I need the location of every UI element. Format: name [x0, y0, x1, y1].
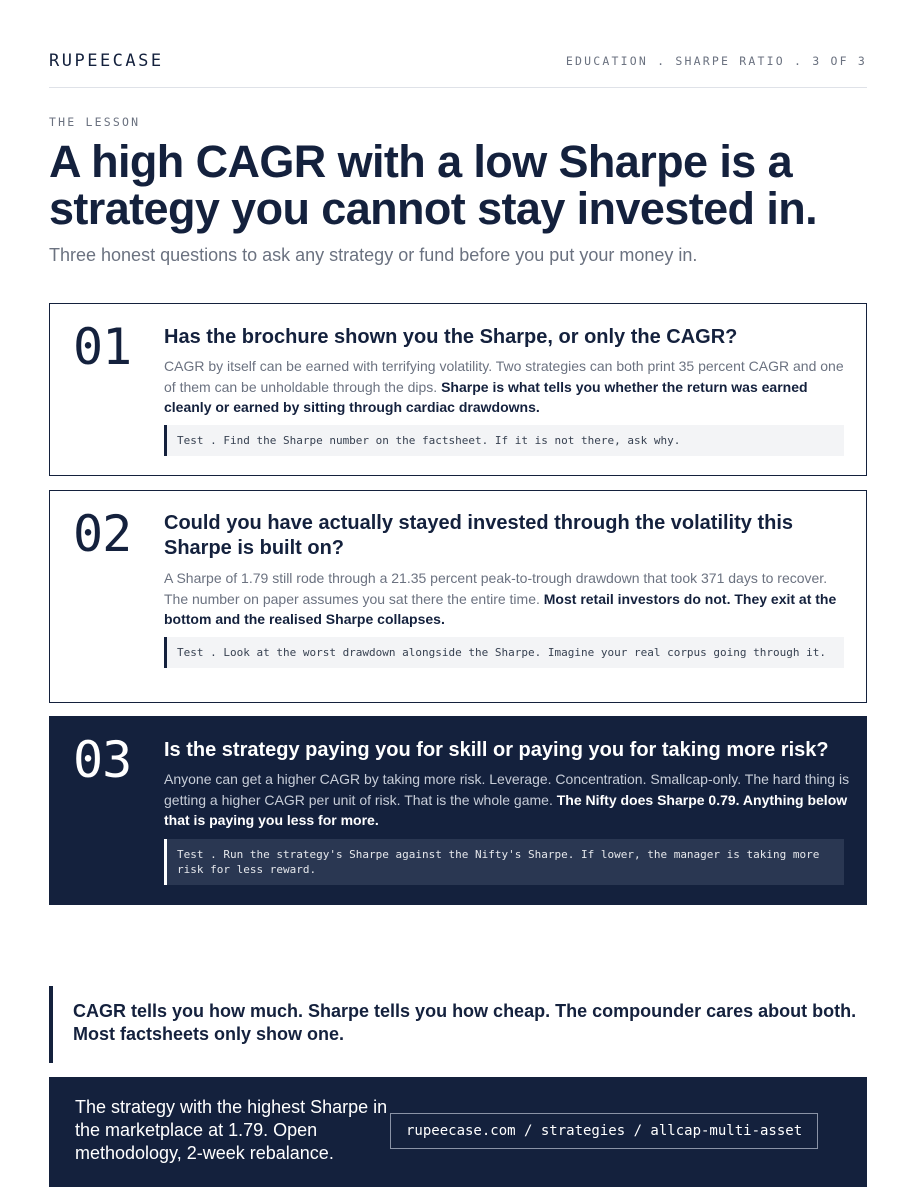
question-body-text: Anyone can get a higher CAGR by taking more risk. Leverage. Concentration. Smallcap-only. The hard thing is getting a higher CAGR per unit of risk. That is the whole game.: [164, 771, 850, 808]
question-body-emphasis: The Nifty does Sharpe 0.79. Anything below that is paying you less for more.: [164, 791, 848, 828]
question-test: Test . Find the Sharpe number on the factsheet. If it is not there, ask why.: [164, 425, 844, 456]
question-body-text: CAGR by itself can be earned with terrifying volatility. Two strategies can both print 35 percent CAGR and one of them can be unholdable through the dips.: [164, 358, 844, 395]
question-body-emphasis: Most retail investors do not. They exit at the bottom and the realised Sharpe collapses.: [164, 590, 837, 627]
page-header: [49, 48, 867, 88]
question-body-emphasis: Sharpe is what tells you whether the return was earned cleanly or earned by sitting through cardiac drawdowns.: [164, 378, 808, 415]
page-subtitle: Three honest questions to ask any strategy or fund before you put your money in.: [49, 245, 698, 265]
page-title: A high CAGR with a low Sharpe is a strategy you cannot stay invested in.: [49, 136, 818, 234]
question-number: 01: [73, 318, 132, 376]
question-body: [164, 769, 854, 831]
question-card-3: [49, 716, 867, 905]
question-card-2: [49, 490, 867, 703]
brand-logo[interactable]: RUPEECASE: [49, 51, 164, 71]
breadcrumb: EDUCATION . SHARPE RATIO . 3 OF 3: [565, 54, 867, 68]
question-test: Test . Look at the worst drawdown alongside the Sharpe. Imagine your real corpus going through it.: [164, 637, 844, 668]
question-card-1: [49, 303, 867, 476]
pull-quote: CAGR tells you how much. Sharpe tells you how cheap. The compounder cares about both. Most factsheets only show one.: [49, 986, 867, 1063]
cta-text: The strategy with the highest Sharpe in the marketplace at 1.79. Open methodology, 2-week rebalance.: [75, 1097, 388, 1163]
question-body-text: A Sharpe of 1.79 still rode through a 21.35 percent peak-to-trough drawdown that took 371 days to recover. The number on paper assumes you sat there the entire time.: [164, 570, 828, 607]
strategy-link[interactable]: rupeecase.com / strategies / allcap-multi-asset: [390, 1113, 818, 1149]
cta-banner: [49, 1077, 867, 1187]
question-heading: Has the brochure shown you the Sharpe, or only the CAGR?: [164, 326, 738, 348]
question-heading: Could you have actually stayed invested through the volatility this Sharpe is built on?: [164, 512, 794, 559]
question-number: 03: [73, 731, 132, 789]
section-eyebrow: THE LESSON: [49, 115, 141, 129]
question-test: Test . Run the strategy's Sharpe against the Nifty's Sharpe. If lower, the manager is taking more risk for less reward.: [164, 839, 844, 885]
question-body: [164, 356, 854, 418]
question-number: 02: [73, 505, 132, 563]
question-body: [164, 568, 854, 630]
question-heading: Is the strategy paying you for skill or paying you for taking more risk?: [164, 739, 829, 761]
